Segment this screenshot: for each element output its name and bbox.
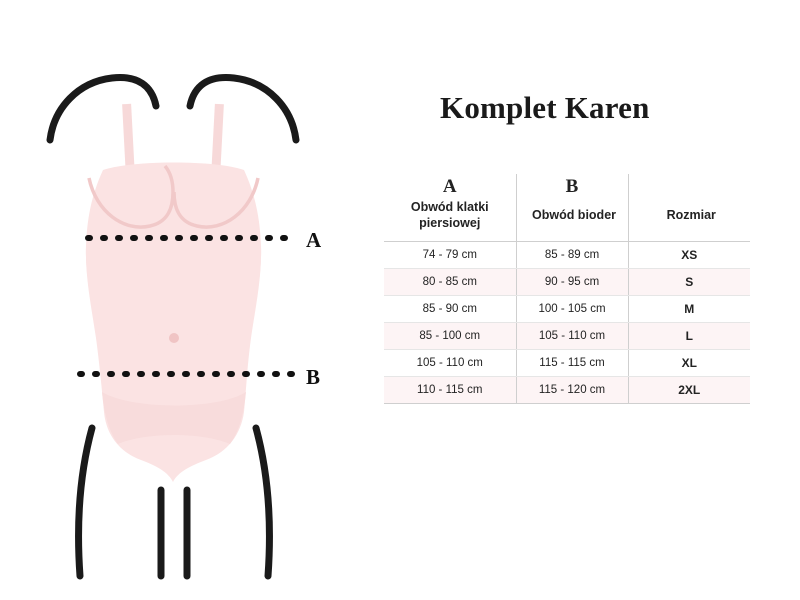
cell-size: M <box>628 296 750 323</box>
header-size-blank <box>628 174 750 200</box>
cell-size: 2XL <box>628 377 750 404</box>
table-row <box>384 350 750 377</box>
body-measurement-illustration <box>20 20 380 580</box>
cell-chest: 85 - 90 cm <box>384 296 516 323</box>
size-table <box>384 174 750 404</box>
shoulder-arms-outline <box>50 78 296 140</box>
header-letter-a: A <box>442 176 457 197</box>
cell-size: S <box>628 269 750 296</box>
measure-label-a: A <box>306 228 322 252</box>
size-table-panel <box>384 90 782 404</box>
cell-hips: 100 - 105 cm <box>516 296 628 323</box>
header-desc-chest: Obwód klatki piersiowej <box>384 200 516 242</box>
cell-size: XS <box>628 242 750 269</box>
cell-hips: 115 - 120 cm <box>516 377 628 404</box>
cell-hips: 115 - 115 cm <box>516 350 628 377</box>
size-table-head <box>384 174 750 242</box>
header-desc-size: Rozmiar <box>628 200 750 242</box>
cell-chest: 85 - 100 cm <box>384 323 516 350</box>
table-row <box>384 242 750 269</box>
measure-label-b: B <box>306 365 321 389</box>
table-row <box>384 323 750 350</box>
midriff-shape <box>86 246 261 336</box>
size-table-body <box>384 242 750 404</box>
table-row <box>384 269 750 296</box>
page-title: Komplet Karen <box>440 90 650 125</box>
cell-chest: 105 - 110 cm <box>384 350 516 377</box>
cell-chest: 74 - 79 cm <box>384 242 516 269</box>
cell-size: XL <box>628 350 750 377</box>
cell-chest: 110 - 115 cm <box>384 377 516 404</box>
navel-dot <box>169 333 179 343</box>
cell-size: L <box>628 323 750 350</box>
cell-hips: 85 - 89 cm <box>516 242 628 269</box>
table-row <box>384 377 750 404</box>
header-desc-hips: Obwód bioder <box>516 200 628 242</box>
cell-chest: 80 - 85 cm <box>384 269 516 296</box>
table-row <box>384 296 750 323</box>
header-letter-b: B <box>516 174 628 200</box>
cell-hips: 90 - 95 cm <box>516 269 628 296</box>
cell-hips: 105 - 110 cm <box>516 323 628 350</box>
bodysuit-figure-svg <box>20 20 380 580</box>
